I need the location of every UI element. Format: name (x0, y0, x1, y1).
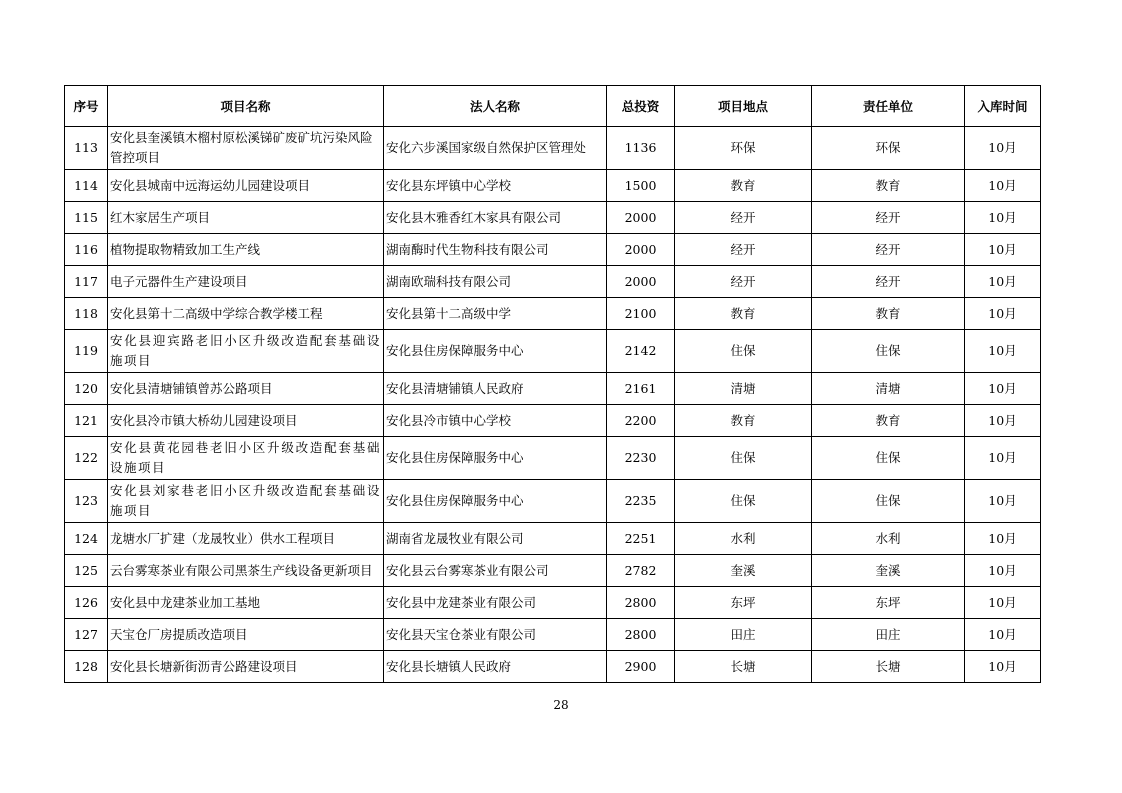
table-row (65, 127, 1041, 170)
row-project-location: 住保 (675, 330, 812, 373)
row-responsible-unit: 经开 (812, 266, 965, 298)
row-index: 116 (65, 234, 108, 266)
row-legal-entity: 安化县清塘铺镇人民政府 (384, 373, 607, 405)
row-project-location: 经开 (675, 234, 812, 266)
row-legal-entity: 安化县东坪镇中心学校 (384, 170, 607, 202)
table-row (65, 330, 1041, 373)
row-responsible-unit: 奎溪 (812, 555, 965, 587)
row-project-name: 安化县冷市镇大桥幼儿园建设项目 (108, 405, 384, 437)
row-project-location: 住保 (675, 480, 812, 523)
header-project-location: 项目地点 (675, 86, 812, 127)
row-entry-time: 10月 (965, 127, 1041, 170)
row-project-location: 住保 (675, 437, 812, 480)
row-project-location: 田庄 (675, 619, 812, 651)
row-project-name: 植物提取物精致加工生产线 (108, 234, 384, 266)
row-responsible-unit: 经开 (812, 202, 965, 234)
row-index: 121 (65, 405, 108, 437)
row-total-investment: 2782 (607, 555, 675, 587)
row-project-name: 电子元器件生产建设项目 (108, 266, 384, 298)
row-entry-time: 10月 (965, 266, 1041, 298)
table-row (65, 298, 1041, 330)
row-project-name: 安化县第十二高级中学综合教学楼工程 (108, 298, 384, 330)
row-entry-time: 10月 (965, 587, 1041, 619)
row-total-investment: 2000 (607, 266, 675, 298)
row-entry-time: 10月 (965, 298, 1041, 330)
table-row (65, 555, 1041, 587)
row-responsible-unit: 东坪 (812, 587, 965, 619)
row-total-investment: 2000 (607, 234, 675, 266)
row-index: 120 (65, 373, 108, 405)
row-legal-entity: 安化县天宝仓茶业有限公司 (384, 619, 607, 651)
page-number: 28 (553, 698, 569, 712)
row-project-location: 环保 (675, 127, 812, 170)
row-legal-entity: 安化县第十二高级中学 (384, 298, 607, 330)
table-header-row (65, 86, 1041, 127)
row-project-location: 清塘 (675, 373, 812, 405)
row-responsible-unit: 清塘 (812, 373, 965, 405)
table-row (65, 170, 1041, 202)
row-total-investment: 2142 (607, 330, 675, 373)
row-index: 124 (65, 523, 108, 555)
table-row (65, 405, 1041, 437)
row-project-name: 龙塘水厂扩建（龙晟牧业）供水工程项目 (108, 523, 384, 555)
row-entry-time: 10月 (965, 437, 1041, 480)
row-legal-entity: 安化县住房保障服务中心 (384, 437, 607, 480)
row-legal-entity: 湖南酶时代生物科技有限公司 (384, 234, 607, 266)
row-index: 114 (65, 170, 108, 202)
row-legal-entity: 安化县云台雾寒茶业有限公司 (384, 555, 607, 587)
row-responsible-unit: 教育 (812, 405, 965, 437)
row-entry-time: 10月 (965, 170, 1041, 202)
row-legal-entity: 安化六步溪国家级自然保护区管理处 (384, 127, 607, 170)
row-project-name: 安化县刘家巷老旧小区升级改造配套基础设施项目 (108, 480, 384, 523)
row-legal-entity: 安化县冷市镇中心学校 (384, 405, 607, 437)
row-responsible-unit: 教育 (812, 170, 965, 202)
row-project-name: 云台雾寒茶业有限公司黑茶生产线设备更新项目 (108, 555, 384, 587)
row-total-investment: 2000 (607, 202, 675, 234)
row-entry-time: 10月 (965, 480, 1041, 523)
row-responsible-unit: 田庄 (812, 619, 965, 651)
header-entry-time: 入库时间 (965, 86, 1041, 127)
row-index: 117 (65, 266, 108, 298)
row-entry-time: 10月 (965, 202, 1041, 234)
table-row (65, 480, 1041, 523)
row-total-investment: 2161 (607, 373, 675, 405)
row-total-investment: 2251 (607, 523, 675, 555)
row-index: 118 (65, 298, 108, 330)
row-project-name: 天宝仓厂房提质改造项目 (108, 619, 384, 651)
table-row (65, 651, 1041, 683)
row-project-name: 安化县黄花园巷老旧小区升级改造配套基础设施项目 (108, 437, 384, 480)
row-project-location: 教育 (675, 405, 812, 437)
row-responsible-unit: 住保 (812, 330, 965, 373)
row-entry-time: 10月 (965, 373, 1041, 405)
row-responsible-unit: 水利 (812, 523, 965, 555)
row-index: 113 (65, 127, 108, 170)
table-row (65, 373, 1041, 405)
row-legal-entity: 安化县长塘镇人民政府 (384, 651, 607, 683)
row-legal-entity: 安化县中龙建茶业有限公司 (384, 587, 607, 619)
row-project-name: 安化县奎溪镇木榴村原松溪锑矿废矿坑污染风险管控项目 (108, 127, 384, 170)
table-row (65, 523, 1041, 555)
row-index: 119 (65, 330, 108, 373)
row-index: 123 (65, 480, 108, 523)
row-responsible-unit: 环保 (812, 127, 965, 170)
row-project-name: 安化县城南中远海运幼儿园建设项目 (108, 170, 384, 202)
row-total-investment: 2200 (607, 405, 675, 437)
row-total-investment: 1136 (607, 127, 675, 170)
row-project-name: 安化县迎宾路老旧小区升级改造配套基础设施项目 (108, 330, 384, 373)
header-responsible-unit: 责任单位 (812, 86, 965, 127)
row-project-name: 红木家居生产项目 (108, 202, 384, 234)
row-entry-time: 10月 (965, 619, 1041, 651)
row-total-investment: 2230 (607, 437, 675, 480)
row-project-location: 奎溪 (675, 555, 812, 587)
row-project-location: 教育 (675, 170, 812, 202)
table-row (65, 266, 1041, 298)
row-total-investment: 2235 (607, 480, 675, 523)
header-project-name: 项目名称 (108, 86, 384, 127)
row-index: 127 (65, 619, 108, 651)
row-entry-time: 10月 (965, 234, 1041, 266)
row-project-name: 安化县中龙建茶业加工基地 (108, 587, 384, 619)
row-total-investment: 2900 (607, 651, 675, 683)
row-total-investment: 1500 (607, 170, 675, 202)
row-index: 122 (65, 437, 108, 480)
row-entry-time: 10月 (965, 651, 1041, 683)
row-legal-entity: 湖南欧瑞科技有限公司 (384, 266, 607, 298)
table-row (65, 619, 1041, 651)
row-index: 125 (65, 555, 108, 587)
row-responsible-unit: 教育 (812, 298, 965, 330)
row-legal-entity: 湖南省龙晟牧业有限公司 (384, 523, 607, 555)
row-entry-time: 10月 (965, 330, 1041, 373)
row-project-location: 长塘 (675, 651, 812, 683)
row-legal-entity: 安化县住房保障服务中心 (384, 330, 607, 373)
row-index: 115 (65, 202, 108, 234)
row-entry-time: 10月 (965, 555, 1041, 587)
row-project-location: 东坪 (675, 587, 812, 619)
row-responsible-unit: 住保 (812, 480, 965, 523)
header-index: 序号 (65, 86, 108, 127)
row-total-investment: 2800 (607, 619, 675, 651)
row-project-location: 经开 (675, 202, 812, 234)
project-table (64, 85, 1041, 683)
row-entry-time: 10月 (965, 523, 1041, 555)
row-project-location: 水利 (675, 523, 812, 555)
row-total-investment: 2100 (607, 298, 675, 330)
table-row (65, 202, 1041, 234)
table-row (65, 587, 1041, 619)
table-body (65, 127, 1041, 683)
row-entry-time: 10月 (965, 405, 1041, 437)
row-responsible-unit: 经开 (812, 234, 965, 266)
row-legal-entity: 安化县住房保障服务中心 (384, 480, 607, 523)
header-legal-entity: 法人名称 (384, 86, 607, 127)
row-total-investment: 2800 (607, 587, 675, 619)
row-project-location: 经开 (675, 266, 812, 298)
row-project-name: 安化县长塘新街沥青公路建设项目 (108, 651, 384, 683)
row-index: 126 (65, 587, 108, 619)
table-row (65, 437, 1041, 480)
row-project-name: 安化县清塘铺镇曾苏公路项目 (108, 373, 384, 405)
row-index: 128 (65, 651, 108, 683)
row-project-location: 教育 (675, 298, 812, 330)
row-responsible-unit: 长塘 (812, 651, 965, 683)
table-row (65, 234, 1041, 266)
row-legal-entity: 安化县木雅香红木家具有限公司 (384, 202, 607, 234)
header-total-investment: 总投资 (607, 86, 675, 127)
row-responsible-unit: 住保 (812, 437, 965, 480)
